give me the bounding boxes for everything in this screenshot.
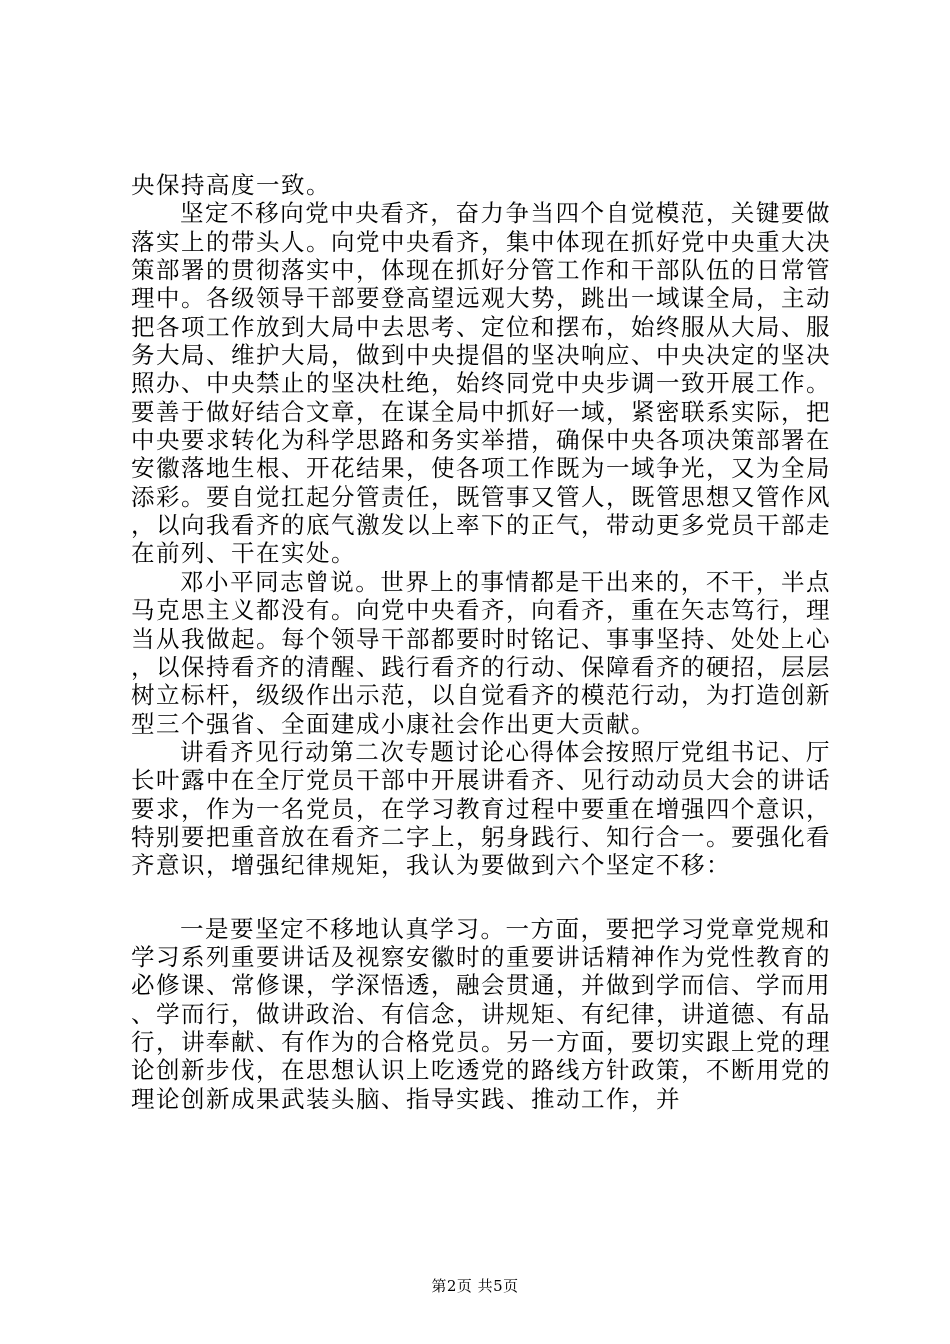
- paragraph-study-diligently: 一是要坚定不移地认真学习。一方面，要把学习党章党规和学习系列重要讲话及视察安徽时的重要讲话精神作为党性教育的必修课、常修课，学深悟透，融会贯通，并做到学而信、学而用、学而行，做讲政治、有信念，讲规矩、有纪律，讲道德、有品行，讲奉献、有作为的合格党员。另一方面，要切实跟上党的理论创新步伐，在思想认识上吃透党的路线方针政策，不断用党的理论创新成果武装头脑、指导实践、推动工作，并: [131, 914, 831, 1113]
- paragraph-continuation: 央保持高度一致。: [131, 171, 331, 199]
- paragraph-second-discussion: 讲看齐见行动第二次专题讨论心得体会按照厅党组书记、厅长叶露中在全厅党员干部中开展讲看齐、见行动动员大会的讲话要求，作为一名党员，在学习教育过程中要重在增强四个意识，特别要把重音放在看齐二字上，躬身践行、知行合一。要强化看齐意识，增强纪律规矩，我认为要做到六个坚定不移：: [131, 737, 831, 880]
- page-number-footer: 第2页 共5页: [431, 1277, 519, 1295]
- paragraph-stand-with-center: 坚定不移向党中央看齐，奋力争当四个自觉模范，关键要做落实上的带头人。向党中央看齐，集中体现在抓好党中央重大决策部署的贯彻落实中，体现在抓好分管工作和干部队伍的日常管理中。各级领导干部要登高望远观大势，跳出一域谋全局，主动把各项工作放到大局中去思考、定位和摆布，始终服从大局、服务大局、维护大局，做到中央提倡的坚决响应、中央决定的坚决照办、中央禁止的坚决杜绝，始终同党中央步调一致开展工作。要善于做好结合文章，在谋全局中抓好一域，紧密联系实际，把中央要求转化为科学思路和务实举措，确保中央各项决策部署在安徽落地生根、开花结果，使各项工作既为一域争光，又为全局添彩。要自觉扛起分管责任，既管事又管人，既管思想又管作风，以向我看齐的底气激发以上率下的正气，带动更多党员干部走在前列、干在实处。: [131, 199, 831, 568]
- paragraph-deng-xiaoping-quote: 邓小平同志曾说。世界上的事情都是干出来的，不干，半点马克思主义都没有。向党中央看齐，向看齐，重在矢志笃行，理当从我做起。每个领导干部都要时时铭记、事事坚持、处处上心，以保持看齐的清醒、践行看齐的行动、保障看齐的硬招，层层树立标杆，级级作出示范，以自觉看齐的模范行动，为打造创新型三个强省、全面建成小康社会作出更大贡献。: [131, 567, 831, 738]
- paragraph-gap: [131, 880, 831, 915]
- document-body: [131, 171, 831, 1113]
